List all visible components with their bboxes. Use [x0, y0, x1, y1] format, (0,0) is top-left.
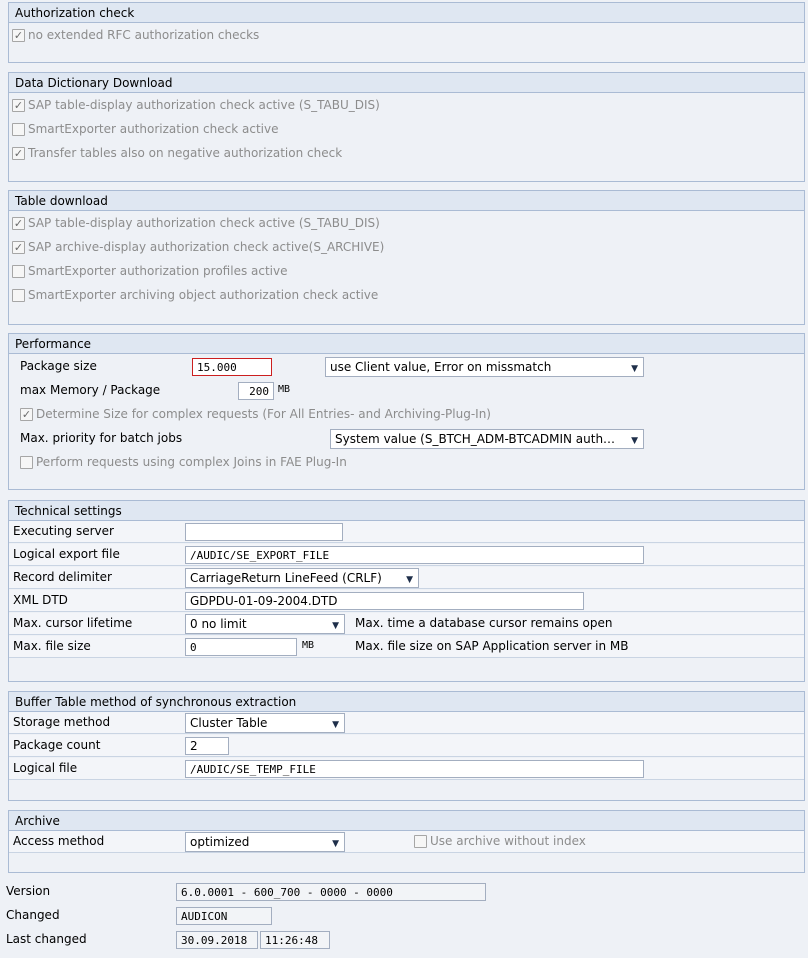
- buffer-table-group: [8, 691, 805, 801]
- last-changed-date: 30.09.2018: [176, 931, 258, 949]
- last-changed-label: Last changed: [6, 932, 87, 946]
- authorization-check-group: [8, 2, 805, 63]
- executing-server-input[interactable]: [185, 523, 343, 541]
- performance-group: [8, 333, 805, 490]
- logical-file-input[interactable]: /AUDIC/SE_TEMP_FILE: [185, 760, 644, 778]
- changed-label: Changed: [6, 908, 60, 922]
- dd-transfer-tables-label: Transfer tables also on negative authorization check: [28, 146, 343, 160]
- package-size-label: Package size: [20, 359, 97, 373]
- client-value-text: use Client value, Error on missmatch: [330, 360, 552, 374]
- cursor-lifetime-description: Max. time a database cursor remains open: [355, 616, 613, 630]
- storage-method-text: Cluster Table: [190, 716, 268, 730]
- group-title: Archive: [9, 810, 804, 831]
- record-delimiter-label: Record delimiter: [13, 570, 112, 584]
- max-memory-unit: MB: [278, 384, 291, 395]
- chevron-down-icon: ▼: [631, 436, 638, 446]
- max-file-size-description: Max. file size on SAP Application server in MB: [355, 639, 629, 653]
- cursor-lifetime-label: Max. cursor lifetime: [13, 616, 133, 630]
- chevron-down-icon: ▼: [631, 364, 638, 374]
- package-size-input[interactable]: 15.000: [192, 358, 272, 376]
- record-delimiter-dropdown[interactable]: [185, 568, 419, 588]
- td-sap-table-display-checkbox[interactable]: [12, 217, 25, 230]
- archive-group: [8, 810, 805, 873]
- td-smartexporter-archiving-checkbox[interactable]: [12, 289, 25, 302]
- check-mark-icon: ✓: [13, 29, 24, 42]
- technical-settings-group: [8, 500, 805, 682]
- check-mark-icon: ✓: [13, 99, 24, 112]
- version-row: [0, 881, 808, 904]
- check-mark-icon: ✓: [13, 241, 24, 254]
- max-file-size-unit: MB: [302, 640, 315, 651]
- group-title: Authorization check: [9, 2, 804, 23]
- logical-export-file-label: Logical export file: [13, 547, 120, 561]
- access-method-label: Access method: [13, 834, 105, 848]
- max-priority-label: Max. priority for batch jobs: [20, 431, 183, 445]
- executing-server-label: Executing server: [13, 524, 114, 538]
- access-method-text: optimized: [190, 835, 250, 849]
- access-method-dropdown[interactable]: [185, 832, 345, 852]
- determine-size-checkbox[interactable]: [20, 408, 33, 421]
- changed-row: [0, 905, 808, 928]
- complex-joins-label: Perform requests using complex Joins in FAE Plug-In: [36, 455, 347, 469]
- logical-file-label: Logical file: [13, 761, 78, 775]
- td-sap-table-display-label: SAP table-display authorization check active (S_TABU_DIS): [28, 216, 380, 230]
- xml-dtd-label: XML DTD: [13, 593, 68, 607]
- group-title: Technical settings: [9, 500, 804, 521]
- last-changed-row: [0, 929, 808, 952]
- check-mark-icon: ✓: [21, 408, 32, 421]
- td-smartexporter-profiles-label: SmartExporter authorization profiles active: [28, 264, 288, 278]
- check-mark-icon: ✓: [13, 147, 24, 160]
- data-dictionary-download-group: [8, 72, 805, 182]
- version-label: Version: [6, 884, 51, 898]
- chevron-down-icon: ▼: [332, 621, 339, 631]
- last-changed-time: 11:26:48: [260, 931, 330, 949]
- xml-dtd-input[interactable]: GDPDU-01-09-2004.DTD: [185, 592, 584, 610]
- changed-field: AUDICON: [176, 907, 272, 925]
- chevron-down-icon: ▼: [332, 720, 339, 730]
- without-index-checkbox[interactable]: [414, 835, 427, 848]
- table-download-group: [8, 190, 805, 325]
- no-extended-rfc-label: no extended RFC authorization checks: [28, 28, 260, 42]
- package-count-input[interactable]: 2: [185, 737, 229, 755]
- dd-smartexporter-auth-label: SmartExporter authorization check active: [28, 122, 279, 136]
- dd-transfer-tables-checkbox[interactable]: [12, 147, 25, 160]
- storage-method-label: Storage method: [13, 715, 111, 729]
- check-mark-icon: ✓: [13, 217, 24, 230]
- max-priority-text: System value (S_BTCH_ADM-BTCADMIN auth…: [335, 432, 616, 446]
- max-memory-label: max Memory / Package: [20, 383, 161, 397]
- cursor-lifetime-dropdown[interactable]: [185, 614, 345, 634]
- package-count-label: Package count: [13, 738, 101, 752]
- dd-sap-table-display-checkbox[interactable]: [12, 99, 25, 112]
- group-title: Buffer Table method of synchronous extraction: [9, 691, 804, 712]
- td-smartexporter-archiving-label: SmartExporter archiving object authorization check active: [28, 288, 379, 302]
- td-sap-archive-display-checkbox[interactable]: [12, 241, 25, 254]
- td-sap-archive-display-label: SAP archive-display authorization check active(S_ARCHIVE): [28, 240, 385, 254]
- max-file-size-label: Max. file size: [13, 639, 91, 653]
- dd-sap-table-display-label: SAP table-display authorization check active (S_TABU_DIS): [28, 98, 380, 112]
- cursor-lifetime-text: 0 no limit: [190, 617, 247, 631]
- record-delimiter-text: CarriageReturn LineFeed (CRLF): [190, 571, 382, 585]
- client-value-dropdown[interactable]: [325, 357, 644, 377]
- max-memory-input[interactable]: 200: [238, 382, 274, 400]
- logical-export-file-input[interactable]: /AUDIC/SE_EXPORT_FILE: [185, 546, 644, 564]
- complex-joins-checkbox[interactable]: [20, 456, 33, 469]
- dd-smartexporter-auth-checkbox[interactable]: [12, 123, 25, 136]
- without-index-label: Use archive without index: [430, 834, 586, 848]
- td-smartexporter-profiles-checkbox[interactable]: [12, 265, 25, 278]
- max-file-size-input[interactable]: 0: [185, 638, 297, 656]
- max-priority-dropdown[interactable]: [330, 429, 644, 449]
- version-field: 6.0.0001 - 600_700 - 0000 - 0000: [176, 883, 486, 901]
- group-title: Data Dictionary Download: [9, 72, 804, 93]
- storage-method-dropdown[interactable]: [185, 713, 345, 733]
- group-title: Performance: [9, 333, 804, 354]
- determine-size-label: Determine Size for complex requests (For All Entries- and Archiving-Plug-In): [36, 407, 491, 421]
- chevron-down-icon: ▼: [332, 839, 339, 849]
- group-title: Table download: [9, 190, 804, 211]
- no-extended-rfc-checkbox[interactable]: [12, 29, 25, 42]
- chevron-down-icon: ▼: [406, 575, 413, 585]
